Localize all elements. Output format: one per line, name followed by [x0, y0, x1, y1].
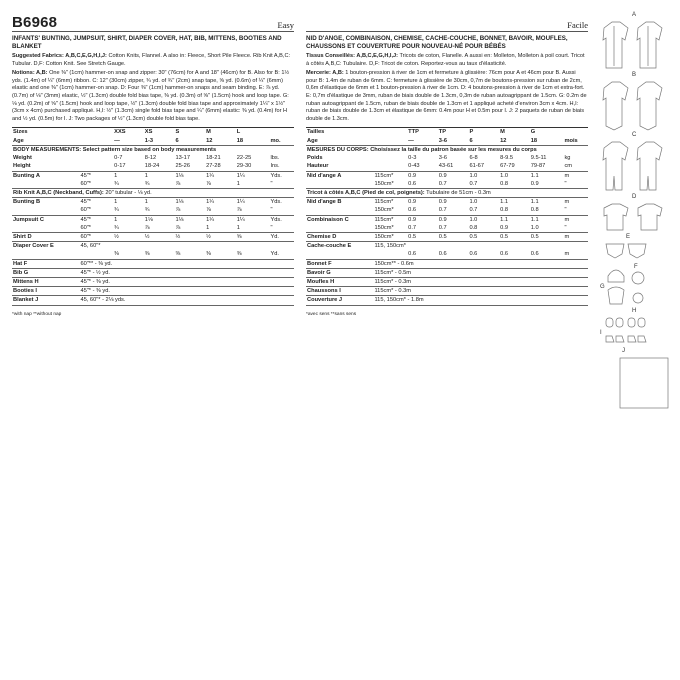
table-cell: ⅜ — [205, 250, 236, 259]
table-cell: 6 — [468, 137, 499, 146]
table-cell: 0.9 — [408, 199, 417, 206]
row-label: Blanket J — [12, 296, 79, 305]
table-row — [12, 287, 294, 296]
table-row — [12, 242, 294, 251]
table-cell: " — [269, 206, 294, 215]
footnote-fr: *avec sens **sans sens — [306, 311, 357, 317]
table-cell: 0.9 — [408, 172, 417, 179]
table-cell: 0.8 — [499, 206, 530, 215]
table-row — [12, 171, 294, 180]
table-cell — [563, 128, 588, 137]
table-cell: ½ — [205, 232, 236, 241]
table-cell: m — [564, 199, 570, 206]
garment-sketches — [598, 8, 674, 598]
table-cell: 8-12 — [144, 155, 157, 162]
view-label-f: F — [634, 264, 638, 270]
table-cell — [79, 162, 113, 171]
table-cell: 60"* — [79, 232, 113, 241]
english-column — [12, 14, 294, 317]
title-fr: NID D'ANGE, COMBINAISON, CHEMISE, CACHE-COUCHE, BONNET, BAVOIR, MOUFLES, CHAUSSONS ET COUVERTURE POUR NOUVEAU-NÉ POUR BÉBÉS — [306, 35, 568, 50]
row-value: 60"** - ⅜ yd. — [79, 259, 294, 268]
view-label-j: J — [622, 348, 625, 354]
table-cell: ⅜ — [174, 250, 205, 259]
table-cell: mo. — [269, 137, 294, 146]
table-cell: 0.5 — [438, 232, 469, 241]
table-cell — [79, 137, 113, 146]
table-cell: — — [113, 137, 144, 146]
table-cell: 6 — [174, 137, 205, 146]
view-label-c: C — [632, 132, 637, 138]
row-label: Booties I — [12, 287, 79, 296]
table-cell: 115cm* — [374, 216, 394, 223]
row-label: Moufles H — [306, 277, 373, 286]
row-label: Mittens H — [12, 277, 79, 286]
table-cell: ⅞ — [205, 180, 236, 189]
table-cell: TTP — [407, 128, 438, 137]
row-label — [12, 180, 79, 189]
row-value: 115cm* - 0.3m — [373, 287, 588, 296]
table-cell: 43-61 — [438, 162, 469, 171]
row-label: Bonnet F — [306, 259, 373, 268]
table-cell: 1.1 — [530, 172, 539, 179]
row-value: 115cm* - 0.5m — [373, 268, 588, 277]
table-row — [306, 250, 588, 259]
notions-en: Notions: A,B: One ⅜" (1cm) hammer-on snap and zipper: 30" (76cm) for A and 18" (46cm) for B. Also for B: 1½ yds. (1.4m) of ¼" (6mm) ribbon. C: 12" (30cm) zipper, ¾ yd. of ¾" (2cm) snap tape, ⅝ yd. (0.6m) of ¼" (6mm) elastic and one ⅜" (1cm) hammer-on snap. D: Four ⅜" (1cm) hammer-on snaps and seam binding. E: ⅞ yd. (0.7m) of ⅛" (3mm) elastic, ½" (1.3cm) double fold bias tape, ⅜ yd. (0.3m) of ⅝" (1.5cm) hook and loop tape. G: ⅛ yd. (0.2m) of ⅝" (1.5cm) hook and loop tape, ½" (1.3cm) double fold bias tape and approximately 1¼" x 1½" (3cm x 4cm) purchased appliqué. H,I: ½" (1.3cm) single fold bias tape and ¼" (6mm) elastic: ⅜ yd. (0.4m) for H and ½ yd. (0.5m) for I. J: Two packages of ½" (1.3cm) double fold bias tape. — [12, 70, 290, 122]
table-cell: 1 — [114, 172, 118, 179]
section-heading: Rib Knit A,B,C (Neckband, Cuffs): 20" tubular - ⅛ yd. — [12, 188, 294, 197]
table-row — [12, 137, 294, 146]
table-cell: 1¼ — [206, 199, 214, 206]
view-h-i-sketch-icon — [606, 318, 646, 342]
header-fr — [306, 14, 588, 32]
table-cell — [373, 154, 407, 162]
table-cell: 1 — [144, 172, 148, 179]
table-cell: 0.6 — [407, 180, 438, 189]
table-cell: 150cm* — [373, 180, 407, 189]
table-cell: 0-7 — [114, 155, 123, 162]
table-cell: 22-25 — [236, 155, 252, 162]
table-cell: kg — [564, 155, 571, 162]
table-row — [12, 154, 294, 162]
pattern-code: B6968 — [12, 14, 58, 31]
row-label — [306, 250, 373, 259]
table-cell: 8-9.5 — [500, 155, 514, 162]
table-row — [12, 162, 294, 171]
table-cell: 1.1 — [500, 216, 508, 223]
table-cell: Yd. — [269, 250, 294, 259]
table-cell: 1¼ — [236, 216, 245, 223]
table-cell: 1¼ — [236, 199, 245, 206]
view-label-g: G — [600, 284, 605, 290]
row-label: Poids — [307, 155, 323, 162]
table-cell: " — [269, 180, 294, 189]
view-b-sketch-icon — [603, 82, 662, 130]
table-cell: ⅝ — [236, 232, 270, 241]
table-row — [12, 250, 294, 259]
table-cell: 67-79 — [499, 162, 530, 171]
table-cell: ⅜ — [236, 250, 270, 259]
row-label: Age — [12, 137, 79, 146]
table-cell: 1⅛ — [175, 199, 184, 206]
view-label-i: I — [600, 330, 602, 336]
row-value: 150cm** - 0.6m — [373, 259, 588, 268]
table-cell: m — [563, 250, 588, 259]
table-cell: 150cm* — [373, 224, 407, 233]
view-f-g-sketch-icon — [608, 270, 644, 304]
row-label: Age — [306, 137, 373, 146]
table-cell: TP — [438, 128, 469, 137]
row-label — [12, 250, 79, 259]
table-row — [12, 268, 294, 277]
table-cell: ⅞ — [174, 180, 205, 189]
table-cell: 1¼ — [206, 172, 214, 179]
row-label: Bib G — [12, 268, 79, 277]
table-row — [306, 268, 588, 277]
row-label — [306, 206, 373, 215]
row-value: 45, 60"* — [80, 243, 101, 250]
table-cell: m — [564, 216, 570, 223]
table-cell: Yds. — [270, 199, 282, 206]
table-row — [12, 145, 294, 154]
table-cell: ⅜ — [144, 250, 175, 259]
table-cell: " — [269, 224, 294, 233]
table-row — [306, 224, 588, 233]
table-cell: " — [563, 180, 588, 189]
table-cell: 0.5 — [499, 232, 530, 241]
table-row — [306, 232, 588, 241]
view-label-e: E — [626, 234, 631, 240]
view-label-h: H — [632, 308, 637, 314]
table-cell — [269, 128, 294, 137]
table-cell: ¾ — [113, 206, 144, 215]
row-value: 115, 150cm* — [374, 243, 406, 250]
table-cell: M — [499, 128, 530, 137]
table-cell: 0.5 — [468, 232, 499, 241]
table-cell: lbs. — [270, 155, 280, 162]
table-cell: ⅞ — [174, 224, 205, 233]
table-cell: 1 — [114, 216, 118, 223]
table-cell: 0.8 — [530, 206, 564, 215]
table-row — [306, 259, 588, 268]
row-label: Weight — [13, 155, 32, 162]
table-row — [306, 162, 588, 171]
table-cell: Ins. — [269, 162, 294, 171]
table-cell: ⅞ — [144, 224, 175, 233]
view-label-b: B — [632, 72, 637, 78]
table-cell: XXS — [113, 128, 144, 137]
table-row — [12, 188, 294, 197]
table-cell: ⅜ — [113, 250, 144, 259]
table-row — [306, 215, 588, 224]
table-row — [12, 215, 294, 224]
table-row — [306, 180, 588, 189]
table-cell — [373, 137, 407, 146]
table-cell: L — [236, 128, 270, 137]
table-cell: 0.9 — [408, 216, 417, 223]
fabrics-fr: Tissus Conseillés: A,B,C,E,G,H,I,J: Tricots de coton, Flanelle. A aussi en: Molleton, Molleton à poil court. Tricot à côtés A,B,C: Tubulaire. D,F: Tricot de coton. Reportez-vous au taux d'élasticité. — [306, 53, 585, 67]
yardage-table-fr — [306, 127, 588, 305]
table-cell: 0.9 — [438, 216, 447, 223]
table-row — [12, 296, 294, 305]
view-j-sketch-icon — [620, 358, 668, 408]
table-row — [306, 171, 588, 180]
table-cell: ½ — [144, 232, 175, 241]
table-cell: 0.9 — [499, 224, 530, 233]
table-cell: 18-21 — [206, 155, 221, 162]
table-row — [306, 206, 588, 215]
row-label: Hauteur — [306, 162, 373, 171]
table-cell: " — [563, 224, 588, 233]
table-cell: 1⅛ — [175, 172, 184, 179]
row-label — [306, 180, 373, 189]
table-row — [12, 259, 294, 268]
table-row — [306, 145, 588, 154]
table-cell: 0.7 — [438, 180, 469, 189]
row-value: 45"* - ⅜ yd. — [79, 277, 294, 286]
row-label: Couverture J — [306, 296, 373, 305]
table-cell: G — [530, 128, 564, 137]
table-cell: 60"* — [79, 180, 113, 189]
table-row — [306, 188, 588, 197]
footnote-en: *with nap **without nap — [12, 311, 62, 317]
table-cell: m — [563, 232, 588, 241]
table-cell: 0.6 — [407, 206, 438, 215]
table-cell: ¾ — [144, 180, 175, 189]
table-cell: 1.0 — [469, 216, 478, 223]
row-label: Hat F — [12, 259, 79, 268]
table-cell — [373, 162, 407, 171]
table-cell: 9.5-11 — [530, 155, 547, 162]
table-cell: 45"* — [80, 172, 91, 179]
row-value: 115, 150cm* - 1.8m — [373, 296, 588, 305]
table-cell: XS — [144, 128, 175, 137]
notions-fr: Mercerie: A,B: 1 bouton-pression à river de 1cm et fermeture à glissière: 76cm pour A et 46cm pour B. Aussi pour B: 1.4m de ruban de 6mm. C: fermeture à glissière de 30cm, 0,7m de boutons-pression sur ruban de 2cm, 0,6m d'élastique de 6mm et 1 bouton-pression à river de 1cm. D: 4 boutons-pression à river de 1cm et extra-fort. E: 0,7m d'élastique de 3mm, ruban de biais double de 1.3cm, 0,3m de ruban autoagrippant de 1.5cm. G: 0.2m de ruban autoagrippant de 1.5cm, ruban de biais double de 1.3cm et 1 appliqué acheté d'environ 3cm x 4cm. H,I: ruban de biais double de 1.3cm et élastique de 6mm: 0.4m pour H et 0.5m pour I. J: 2 paquets de ruban de biais double de 1.3cm. — [306, 70, 587, 122]
row-label: Diaper Cover E — [13, 243, 54, 250]
table-cell — [79, 128, 113, 137]
table-cell: 0-43 — [407, 162, 438, 171]
table-cell: 1 — [114, 199, 118, 206]
table-row — [12, 206, 294, 215]
fabrics-en: Suggested Fabrics: A,B,C,E,G,H,I,J: Cotton Knits, Flannel. A also in: Fleece, Short Pile Fleece. Rib Knit A,B,C: Tubular. D,F: Cotton Knit. See Stretch Gauge. — [12, 53, 291, 67]
view-label-a: A — [632, 12, 637, 18]
row-label: Cache-couche E — [307, 243, 352, 250]
table-cell: 6-8 — [469, 155, 478, 162]
table-cell: 0.9 — [530, 180, 564, 189]
table-cell: 13-17 — [175, 155, 190, 162]
table-cell: Yd. — [269, 232, 294, 241]
table-cell: Yds. — [270, 216, 282, 223]
table-cell: 0.5 — [407, 232, 438, 241]
row-label: Combinaison C — [307, 216, 349, 223]
row-label — [12, 224, 79, 233]
table-cell: S — [174, 128, 205, 137]
table-row — [306, 242, 588, 251]
table-cell: 18 — [236, 137, 270, 146]
title-en: INFANTS' BUNTING, JUMPSUIT, SHIRT, DIAPER COVER, HAT, BIB, MITTENS, BOOTIES AND BLANKET — [12, 35, 282, 50]
table-row — [306, 198, 588, 207]
table-cell: ⅞ — [205, 206, 236, 215]
row-label: Chemise D — [306, 232, 373, 241]
row-label — [12, 206, 79, 215]
table-cell: 0-17 — [113, 162, 144, 171]
table-row — [12, 128, 294, 137]
table-cell: 0.7 — [468, 180, 499, 189]
table-row — [12, 224, 294, 233]
table-cell: 0.7 — [438, 206, 469, 215]
table-cell: 115cm* — [374, 199, 394, 206]
french-column — [306, 14, 588, 317]
row-label: Bavoir G — [306, 268, 373, 277]
table-cell: 1.1 — [530, 216, 539, 223]
table-cell: — — [407, 137, 438, 146]
table-cell: Yds. — [270, 172, 282, 179]
table-cell: 79-87 — [530, 162, 564, 171]
row-value: 45"* - ⅜ yd. — [79, 287, 294, 296]
table-cell: 1⅛ — [175, 216, 184, 223]
table-row — [306, 128, 588, 137]
view-d-sketch-icon — [604, 204, 662, 230]
table-cell: ⅞ — [174, 206, 205, 215]
table-cell: 1.0 — [469, 172, 478, 179]
table-cell: ½ — [174, 232, 205, 241]
table-cell: 60"* — [79, 206, 113, 215]
table-cell: cm — [563, 162, 588, 171]
row-label: Chaussons I — [306, 287, 373, 296]
table-cell: 12 — [205, 137, 236, 146]
row-label — [306, 224, 373, 233]
table-cell: 0.7 — [407, 224, 438, 233]
table-cell: 61-67 — [468, 162, 499, 171]
table-cell: 1 — [144, 199, 148, 206]
difficulty-en: Easy — [277, 20, 294, 30]
table-cell: 115cm* — [374, 172, 394, 179]
table-cell: 1¼ — [236, 172, 245, 179]
table-cell: 18-24 — [144, 162, 175, 171]
yardage-table-en — [12, 127, 294, 305]
table-cell: 0.6 — [499, 250, 530, 259]
table-row — [306, 287, 588, 296]
table-cell: ¾ — [113, 224, 144, 233]
table-cell: 0.6 — [438, 250, 469, 259]
difficulty-fr: Facile — [567, 20, 588, 30]
table-cell: ¾ — [113, 180, 144, 189]
table-cell — [373, 128, 407, 137]
table-row — [12, 232, 294, 241]
table-cell: 150cm* — [373, 206, 407, 215]
section-heading: MESURES DU CORPS: Choisissez la taille du patron basée sur les mesures du corps — [307, 146, 537, 153]
table-cell: 1 — [236, 180, 270, 189]
table-cell: ½ — [113, 232, 144, 241]
table-cell: " — [563, 206, 588, 215]
table-cell: 18 — [530, 137, 564, 146]
table-row — [306, 137, 588, 146]
table-cell: 0.6 — [468, 250, 499, 259]
table-cell: 27-28 — [205, 162, 236, 171]
row-label: Sizes — [12, 128, 79, 137]
table-cell: ¾ — [144, 206, 175, 215]
row-label: Height — [12, 162, 79, 171]
table-row — [306, 296, 588, 305]
table-cell: 0.7 — [438, 224, 469, 233]
row-value: 45"* - ½ yd. — [79, 268, 294, 277]
table-cell: 1 — [205, 224, 236, 233]
table-cell: 0-3 — [408, 155, 417, 162]
row-label: Jumpsuit C — [13, 216, 44, 223]
table-row — [12, 180, 294, 189]
table-cell: 45"* — [80, 216, 91, 223]
table-cell: 1.0 — [530, 224, 564, 233]
table-cell: 0.9 — [438, 199, 447, 206]
sketches-svg — [598, 8, 674, 598]
table-cell: 1.0 — [469, 199, 478, 206]
table-cell: 0.6 — [407, 250, 438, 259]
table-cell: 45"* — [80, 199, 91, 206]
section-heading: Tricot à côtés A,B,C (Pied de col, poignets): Tubulaire de 51cm - 0.3m — [306, 188, 588, 197]
view-e-sketch-icon — [606, 244, 646, 258]
row-label: Nid d'ange A — [307, 172, 342, 179]
table-row — [12, 277, 294, 286]
row-value: 45, 60"* - 2⅛ yds. — [79, 296, 294, 305]
table-cell: 1.1 — [500, 199, 508, 206]
table-cell: 150cm* — [373, 232, 407, 241]
table-cell: 0.8 — [499, 180, 530, 189]
table-cell: P — [468, 128, 499, 137]
table-cell: 0.7 — [468, 206, 499, 215]
table-cell: 1¼ — [206, 216, 214, 223]
row-label: Bunting A — [13, 172, 40, 179]
table-cell: 25-26 — [174, 162, 205, 171]
row-label: Bunting B — [13, 199, 41, 206]
row-label: Nid d'ange B — [307, 199, 342, 206]
table-cell: 0.9 — [438, 172, 447, 179]
table-cell: 0.5 — [530, 232, 564, 241]
table-cell: m — [564, 172, 570, 179]
table-cell: 60"* — [79, 224, 113, 233]
table-row — [306, 154, 588, 162]
table-cell: M — [205, 128, 236, 137]
row-label: Tailles — [306, 128, 373, 137]
table-cell — [79, 154, 113, 162]
table-cell — [79, 250, 113, 259]
row-label: Shirt D — [12, 232, 79, 241]
view-a-sketch-icon — [603, 22, 662, 68]
table-cell: 1-3 — [144, 137, 175, 146]
table-cell: 1⅛ — [144, 216, 153, 223]
table-cell: 0.6 — [530, 250, 564, 259]
table-row — [12, 198, 294, 207]
view-c-sketch-icon — [603, 142, 662, 190]
table-cell: 3-6 — [438, 137, 469, 146]
table-cell: 1 — [236, 224, 270, 233]
table-cell: 0.8 — [468, 224, 499, 233]
table-row — [306, 277, 588, 286]
row-value: 115cm* - 0.3m — [373, 277, 588, 286]
view-label-d: D — [632, 194, 637, 200]
table-cell: 1.1 — [530, 199, 539, 206]
section-heading: BODY MEASUREMENTS: Select pattern size based on body measurements — [13, 146, 217, 153]
table-cell: ⅞ — [236, 206, 270, 215]
table-cell: 1.0 — [500, 172, 508, 179]
table-cell: 29-30 — [236, 162, 270, 171]
table-cell: 3-6 — [438, 155, 448, 162]
table-cell — [373, 250, 407, 259]
table-cell: 12 — [499, 137, 530, 146]
table-cell: mois — [563, 137, 588, 146]
header-en — [12, 14, 294, 32]
